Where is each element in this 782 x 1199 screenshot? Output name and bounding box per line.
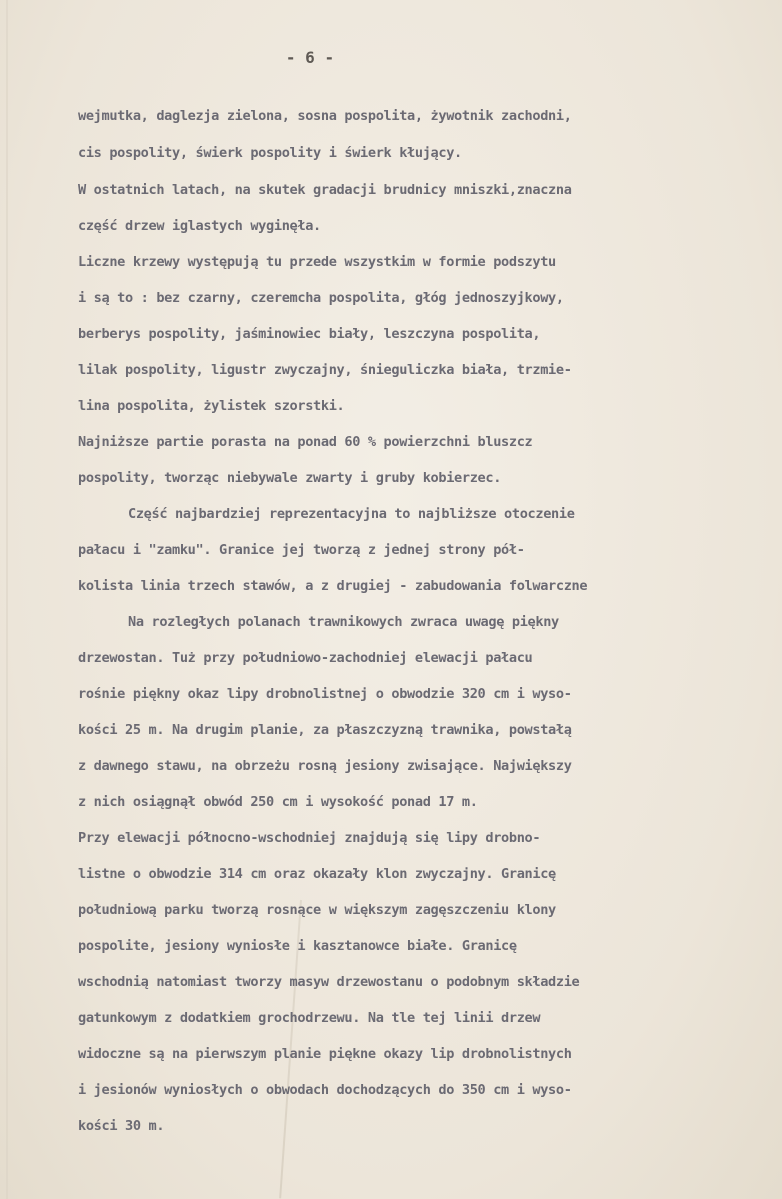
text-line: W ostatnich latach, na skutek gradacji brudnicy mniszki,znaczna (78, 182, 572, 198)
text-line: południową parku tworzą rosnące w większym zagęszczeniu klony (78, 902, 556, 918)
margin-shadow (6, 0, 8, 1199)
text-line: i jesionów wyniosłych o obwodach dochodzących do 350 cm i wyso- (78, 1082, 572, 1098)
text-line: pałacu i "zamku". Granice jej tworzą z jednej strony pół- (78, 542, 525, 558)
text-line: lilak pospolity, ligustr zwyczajny, śnieguliczka biała, trzmie- (78, 362, 572, 378)
page-number: - 6 - (285, 48, 335, 67)
text-line: listne o obwodzie 314 cm oraz okazały klon zwyczajny. Granicę (78, 866, 556, 882)
text-line: gatunkowym z dodatkiem grochodrzewu. Na tle tej linii drzew (78, 1010, 541, 1026)
text-line: kolista linia trzech stawów, a z drugiej - zabudowania folwarczne (78, 578, 588, 594)
text-line: rośnie piękny okaz lipy drobnolistnej o obwodzie 320 cm i wyso- (78, 686, 572, 702)
text-line: Na rozległych polanach trawnikowych zwraca uwagę piękny (128, 614, 559, 630)
text-line: wschodnią natomiast tworzy masyw drzewostanu o podobnym składzie (78, 974, 580, 990)
text-line: widoczne są na pierwszym planie piękne okazy lip drobnolistnych (78, 1046, 572, 1062)
text-line: lina pospolita, żylistek szorstki. (78, 398, 345, 414)
text-line: Część najbardziej reprezentacyjna to najbliższe otoczenie (128, 506, 575, 522)
text-line: kości 25 m. Na drugim planie, za płaszczyzną trawnika, powstałą (78, 722, 572, 738)
text-line: Liczne krzewy występują tu przede wszystkim w formie podszytu (78, 254, 556, 270)
text-line: pospolite, jesiony wyniosłe i kasztanowce białe. Granicę (78, 938, 517, 954)
text-line: z dawnego stawu, na obrzeżu rosną jesiony zwisające. Największy (78, 758, 572, 774)
text-line: Najniższe partie porasta na ponad 60 % powierzchni bluszcz (78, 434, 533, 450)
text-line: cis pospolity, świerk pospolity i świerk kłujący. (78, 145, 462, 161)
text-line: Przy elewacji północno-wschodniej znajdują się lipy drobno- (78, 830, 541, 846)
text-line: berberys pospolity, jaśminowiec biały, leszczyna pospolita, (78, 326, 541, 342)
text-line: wejmutka, daglezja zielona, sosna pospolita, żywotnik zachodni, (78, 108, 572, 124)
text-line: pospolity, tworząc niebywale zwarty i gruby kobierzec. (78, 470, 502, 486)
text-line: część drzew iglastych wyginęła. (78, 218, 321, 234)
text-line: z nich osiągnął obwód 250 cm i wysokość ponad 17 m. (78, 794, 478, 810)
text-line: i są to : bez czarny, czeremcha pospolita, głóg jednoszyjkowy, (78, 290, 564, 306)
text-line: drzewostan. Tuż przy południowo-zachodniej elewacji pałacu (78, 650, 533, 666)
text-line: kości 30 m. (78, 1118, 165, 1134)
